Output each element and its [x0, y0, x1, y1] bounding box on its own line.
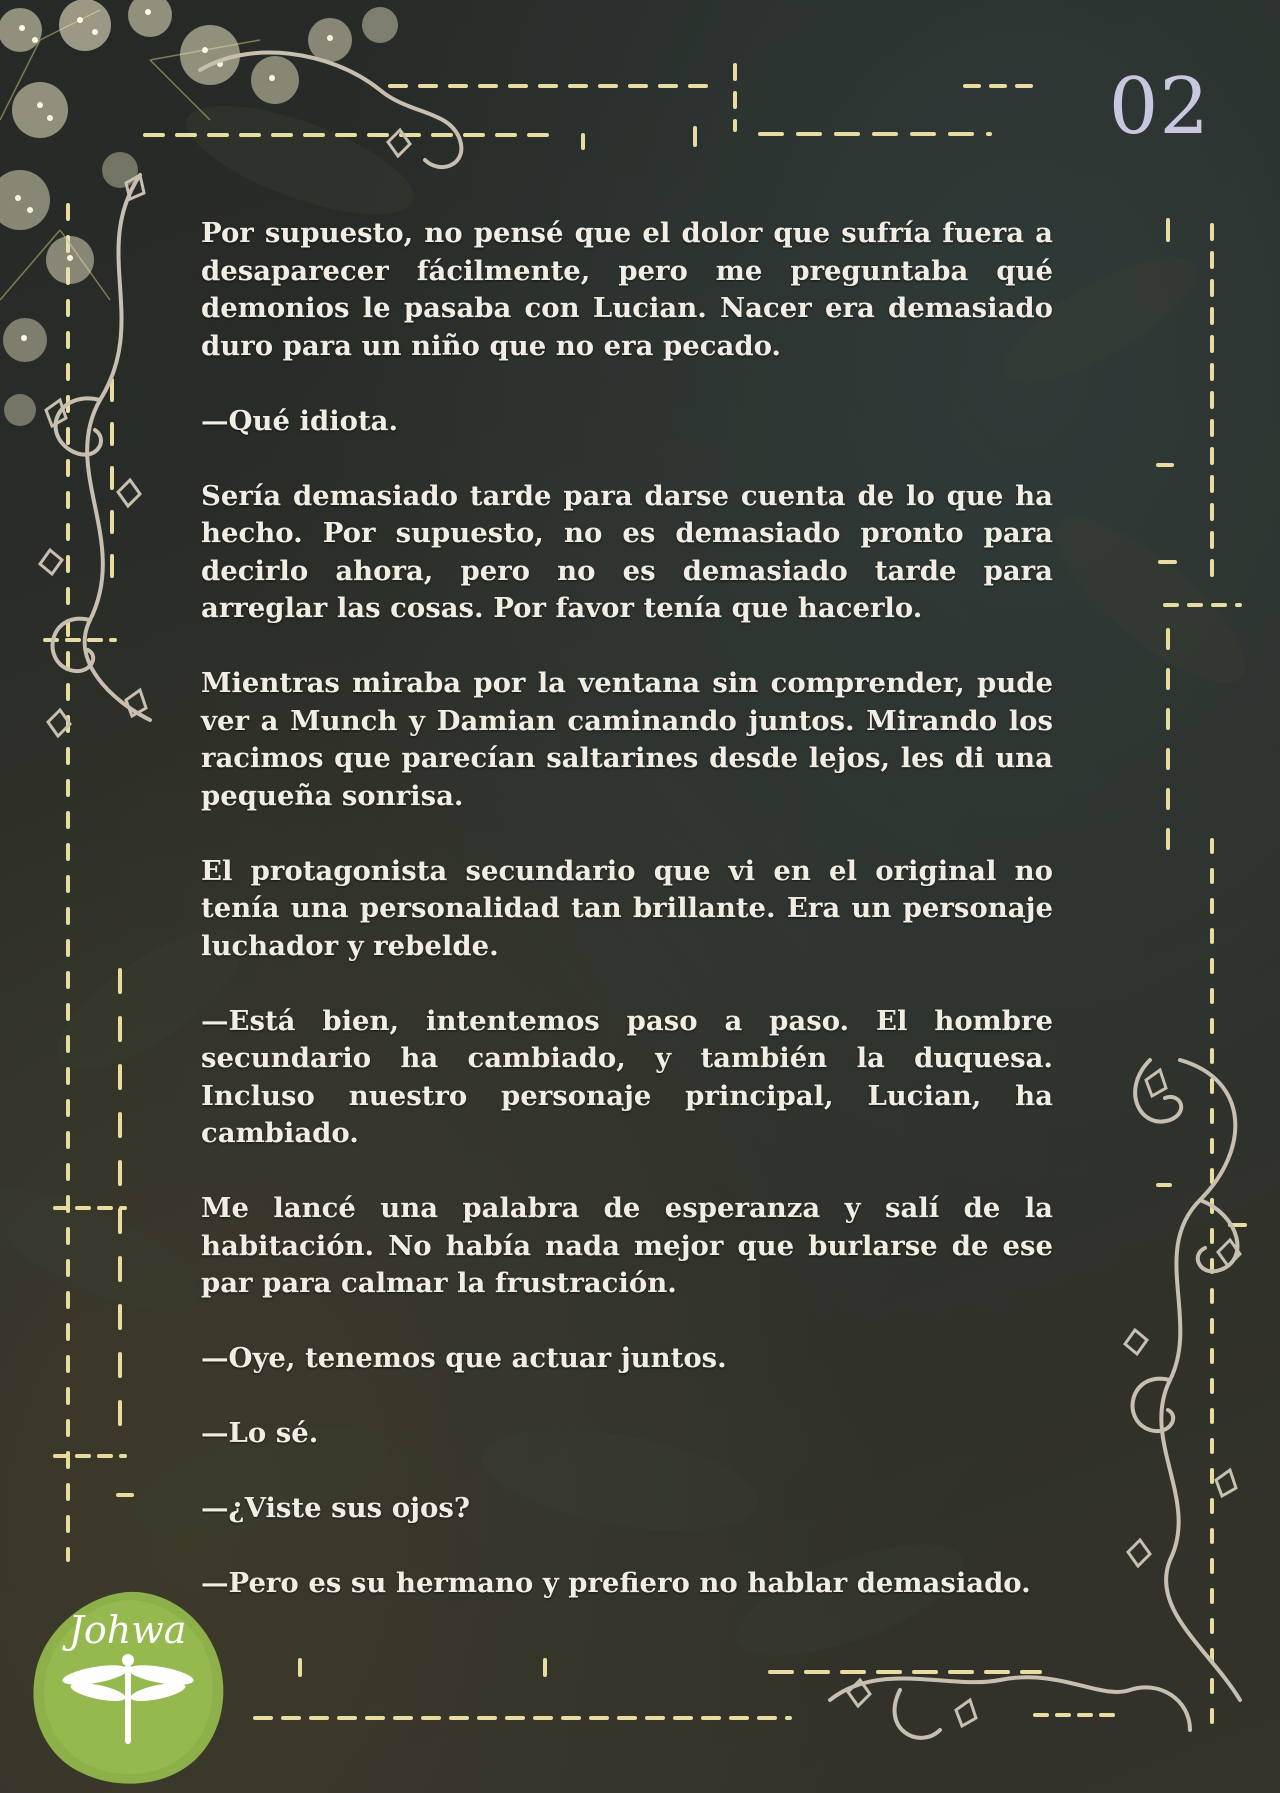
paragraph: —Lo sé.: [201, 1417, 319, 1449]
paragraph: —Pero es su hermano y prefiero no hablar demasiado.: [201, 1567, 1031, 1599]
logo-label: Johwa: [68, 1608, 187, 1652]
paragraph: Mientras miraba por la ventana sin comprender, pude ver a Munch y Damian caminando juntos. Mirando los racimos que parecían saltarines desde lejos, les di una pequeña sonrisa.: [201, 667, 1053, 812]
paragraph: —¿Viste sus ojos?: [201, 1492, 470, 1524]
paragraph: Por supuesto, no pensé que el dolor que sufría fuera a desaparecer fácilmente, pero me preguntaba qué demonios le pasaba con Lucian. Nacer era demasiado duro para un niño que no era pecado.: [201, 217, 1053, 362]
paragraph: El protagonista secundario que vi en el original no tenía una personalidad tan brillante. Era un personaje luchador y rebelde.: [201, 854, 1053, 962]
page-number: 02: [1108, 62, 1210, 152]
logo: [30, 1590, 225, 1780]
paragraph: —Qué idiota.: [201, 404, 399, 437]
paragraph: Me lancé una palabra de esperanza y salí de la habitación. No había nada mejor que burlarse de ese par para calmar la frustración.: [201, 1192, 1053, 1299]
paragraph: —Está bien, intentemos paso a paso. El hombre secundario ha cambiado, y también la duquesa. Incluso nuestro personaje principal, Lucian, ha cambiado.: [201, 1004, 1053, 1149]
paragraph: Sería demasiado tarde para darse cuenta de lo que ha hecho. Por supuesto, no es demasiado pronto para decirlo ahora, pero no es demasiado tarde para arreglar las cosas. Por favor tenía que hacerlo.: [201, 479, 1053, 624]
body-text: [201, 215, 1053, 1640]
paragraph: —Oye, tenemos que actuar juntos.: [201, 1342, 727, 1374]
